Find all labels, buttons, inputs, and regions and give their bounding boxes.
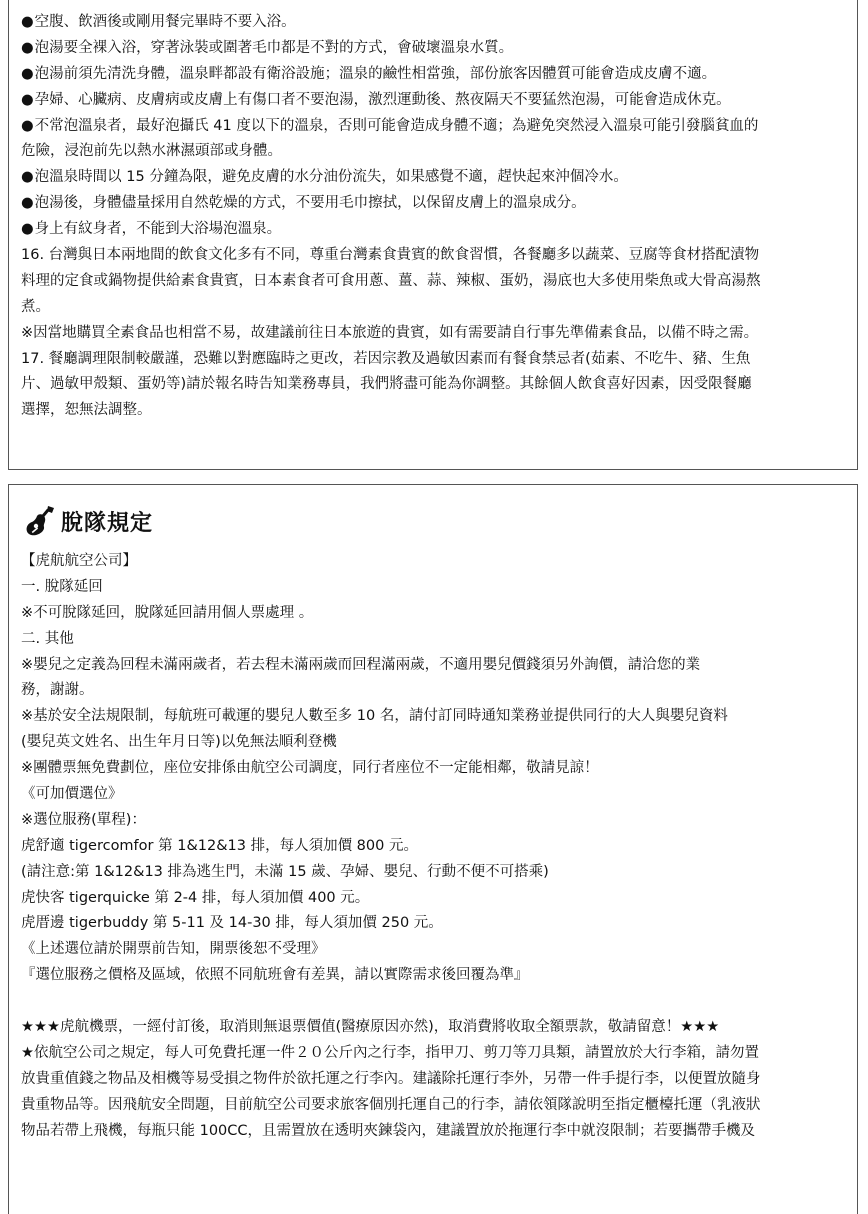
list-item: ●空腹、飲酒後或剛用餐完畢時不要入浴。 (21, 14, 296, 30)
list-item: ●孕婦、心臟病、皮膚病或皮膚上有傷口者不要泡湯，激烈運動後、熬夜隔天不要猛然泡湯，可能會造成休克。 (21, 91, 731, 108)
list-item: ●身上有紋身者，不能到大浴場泡溫泉。 (21, 221, 282, 238)
rule-line: ※團體票無免費劃位，座位安排係由航空公司調度，同行者座位不一定能相鄰，敬請見諒！ (21, 760, 599, 777)
rule-line: (嬰兒英文姓名、出生年月日等)以免無法順利登機 (21, 734, 337, 751)
section-header (23, 499, 857, 543)
bullet-icon: ● (21, 221, 34, 238)
bullet-icon: ● (21, 39, 34, 56)
rule-line: ※嬰兒之定義為回程未滿兩歲者，若去程未滿兩歲而回程滿兩歲，不適用嬰兒價錢須另外詢價，請洽您的業 (21, 656, 701, 673)
guitar-icon (23, 504, 57, 538)
leave-group-rules-box (8, 484, 858, 1214)
rule-line: ※基於安全法規限制，每航班可載運的嬰兒人數至多 10 名，請付訂同時通知業務並提供同行的大人與嬰兒資料 (21, 708, 728, 725)
list-item: ●泡湯後，身體儘量採用自然乾燥的方式，不要用毛巾擦拭，以保留皮膚上的溫泉成分。 (21, 195, 586, 212)
hot-spring-tips (9, 0, 857, 424)
note-line: 片、過敏甲殼類、蛋奶等)請於報名時告知業務專員，我們將盡可能為你調整。其餘個人飲食喜好因素，因受限餐廳 (21, 376, 752, 393)
note-line: 料理的定食或鍋物提供給素食貴賓，日本素食者可食用蔥、薑、蒜、辣椒、蛋奶，湯底也大多使用柴魚或大骨高湯熬 (21, 272, 761, 289)
rule-line: 《上述選位請於開票前告知，開票後恕不受理》 (21, 941, 326, 958)
ticket-rule-line: 放貴重值錢之物品及相機等易受損之物件於欲托運之行李內。建議除托運行李外，另帶一件手提行李，以便置放隨身 (21, 1070, 761, 1087)
bullet-icon: ● (21, 195, 34, 212)
ticket-rule-line: 貴重物品等。因飛航安全問題，目前航空公司要求旅客個別托運自己的行李，請依領隊說明至指定櫃檯托運（乳液狀 (21, 1096, 761, 1113)
list-item: ●泡湯前須先清洗身體，溫泉畔都設有衛浴設施；溫泉的鹼性相當強，部份旅客因體質可能會造成皮膚不適。 (21, 65, 717, 82)
spacer (21, 989, 857, 1015)
bullet-icon: ● (21, 91, 34, 108)
rule-line: ※選位服務(單程)： (21, 811, 146, 828)
note-line: ※因當地購買全素食品也相當不易，故建議前往日本旅遊的貴賓，如有需要請自行事先準備素食品，以備不時之需。 (21, 324, 759, 341)
rule-line: 虎舒適 tigercomfor 第 1&12&13 排，每人須加價 800 元。 (21, 837, 418, 854)
list-item: ●不常泡溫泉者，最好泡攝氏 41 度以下的溫泉，否則可能會造成身體不適；為避免突然浸入溫泉可能引發腦貧血的 (21, 117, 759, 134)
rule-line: 【虎航航空公司】 (21, 553, 137, 569)
rule-line: 虎快客 tigerquicke 第 2-4 排，每人須加價 400 元。 (21, 889, 370, 906)
rule-line: 『選位服務之價格及區域，依照不同航班會有差異，請以實際需求後回覆為準』 (21, 967, 529, 984)
bullet-icon: ● (21, 14, 34, 30)
ticket-rule-line: ★依航空公司之規定，每人可免費托運一件２０公斤內之行李，指甲刀、剪刀等刀具類，請置放於大行李箱，請勿置 (21, 1044, 759, 1061)
list-item-continuation: 危險，浸泡前先以熱水淋濕頭部或身體。 (21, 143, 282, 160)
rule-line: 《可加價選位》 (21, 786, 123, 803)
ticket-rule-line: ★★★虎航機票，一經付訂後，取消則無退票價值(醫療原因亦然)，取消費將收取全額票款，敬請留意！★★★ (21, 1019, 720, 1036)
rule-line: 虎厝邊 tigerbuddy 第 5-11 及 14-30 排，每人須加價 250 元。 (21, 915, 443, 932)
note-line: 煮。 (21, 298, 50, 315)
hot-spring-notes-box (8, 0, 858, 470)
rule-line: ※不可脫隊延回，脫隊延回請用個人票處理 。 (21, 604, 314, 621)
rule-line: 務，謝謝。 (21, 682, 94, 699)
note-line: 選擇，恕無法調整。 (21, 402, 152, 419)
ticket-rule-line: 物品若帶上飛機，每瓶只能 100CC，且需置放在透明夾鍊袋內，建議置放於拖運行李中就沒限制；若要攜帶手機及 (21, 1122, 756, 1139)
note-line: 16. 台灣與日本兩地間的飲食文化多有不同，尊重台灣素食貴賓的飲食習慣，各餐廳多以蔬菜、豆腐等食材搭配漬物 (21, 247, 760, 264)
section-title: 脫隊規定 (61, 510, 154, 536)
bullet-icon: ● (21, 169, 34, 186)
rule-line: (請注意:第 1&12&13 排為逃生門，未滿 15 歲、孕婦、嬰兒、行動不便不可搭乘) (21, 863, 549, 880)
rule-line: 一. 脫隊延回 (21, 578, 103, 595)
list-item: ●泡湯要全裸入浴，穿著泳裝或圍著毛巾都是不對的方式，會破壞溫泉水質。 (21, 39, 514, 56)
bullet-icon: ● (21, 65, 34, 82)
note-line: 17. 餐廳調理限制較嚴謹，恐難以對應臨時之更改，若因宗教及過敏因素而有餐食禁忌者(茹素、不吃牛、豬、生魚 (21, 350, 751, 367)
airline-rules (9, 549, 857, 1144)
bullet-icon: ● (21, 117, 34, 134)
list-item: ●泡溫泉時間以 15 分鐘為限，避免皮膚的水分油份流失，如果感覺不適，趕快起來沖個冷水。 (21, 169, 628, 186)
rule-line: 二. 其他 (21, 630, 74, 647)
